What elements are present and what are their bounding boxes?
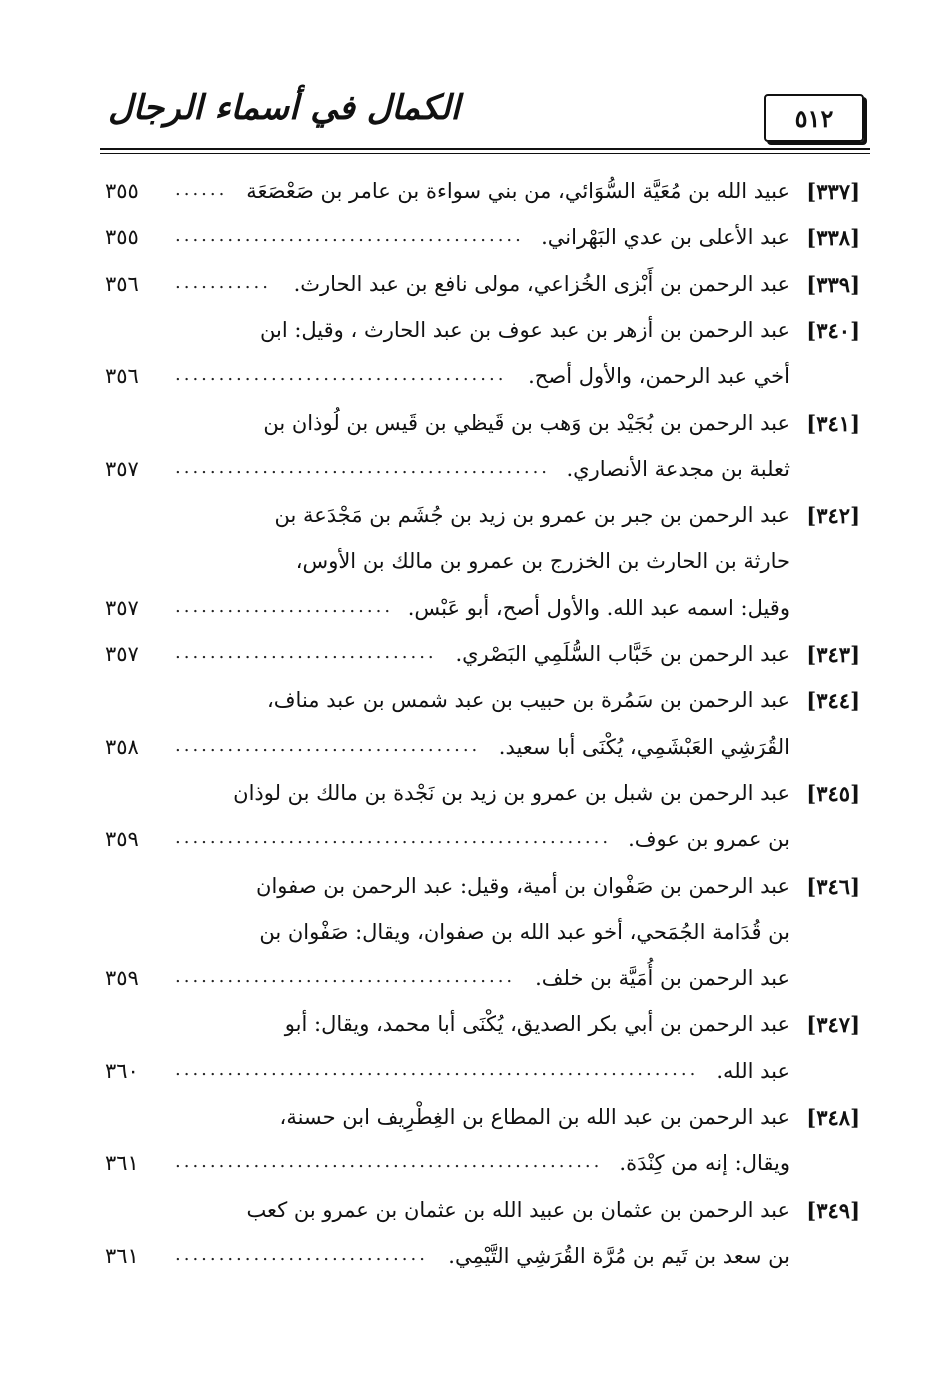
index-entry-line bbox=[0, 1147, 950, 1187]
entry-text: عبد الرحمن بن جبر بن عمرو بن زيد بن جُشَم بن مَجْدَعة بن bbox=[274, 503, 790, 528]
leader-dots: ........................................... bbox=[175, 456, 551, 478]
leader-dots: ............................. bbox=[175, 1243, 428, 1265]
entry-page-number: ٣٥٥ bbox=[105, 179, 139, 203]
index-entry-line bbox=[0, 777, 950, 817]
entry-text: عبد الرحمن بن بُجَيْد بن وَهب بن قَيظي بن قَيس بن لُوذان بن bbox=[263, 410, 790, 435]
index-entry-line bbox=[0, 360, 950, 400]
index-entry-line bbox=[0, 870, 950, 910]
entry-text: أخي عبد الرحمن، والأول أصح. bbox=[528, 364, 790, 389]
index-entry-line bbox=[0, 1101, 950, 1141]
leader-dots: .............................. bbox=[175, 642, 437, 663]
index-entry-line bbox=[0, 268, 950, 308]
entry-text: بن عمرو بن عوف. bbox=[628, 827, 790, 852]
entry-text: عبد الأعلى بن عدي البَهْراني. bbox=[541, 225, 790, 250]
index-entry-line bbox=[0, 1240, 950, 1280]
index-entry-line bbox=[0, 962, 950, 1002]
entry-number: [٣٣٧] bbox=[806, 179, 860, 204]
entry-page-number: ٣٥٦ bbox=[105, 364, 139, 389]
entry-number: [٣٣٨] bbox=[806, 225, 860, 251]
index-entry-line bbox=[0, 731, 950, 771]
entry-number: [٣٤٦] bbox=[806, 873, 860, 899]
entry-page-number: ٣٥٥ bbox=[105, 225, 139, 250]
entry-text: ثعلبة بن مجدعة الأنصاري. bbox=[566, 456, 790, 481]
running-header bbox=[100, 88, 870, 148]
leader-dots: ......................... bbox=[175, 595, 394, 617]
entry-number: [٣٤٥] bbox=[806, 780, 860, 806]
entry-text: عبد الرحمن بن شبل بن عمرو بن زيد بن نَجْدة بن مالك بن لوذان bbox=[233, 780, 790, 805]
header-rule-thin bbox=[100, 153, 870, 154]
entry-page-number: ٣٥٩ bbox=[105, 827, 139, 852]
page-number: ٥١٢ bbox=[794, 103, 834, 133]
entry-text: عبد الله. bbox=[716, 1058, 790, 1083]
index-entry-line bbox=[0, 545, 950, 585]
leader-dots: ............................................................ bbox=[175, 1058, 699, 1080]
index-entry-line bbox=[0, 684, 950, 724]
entry-text: ويقال: إنه من كِنْدَة. bbox=[619, 1151, 790, 1176]
page-number-box bbox=[764, 94, 864, 142]
entry-text: عبد الرحمن بن صَفْوان بن أمية، وقيل: عبد الرحمن بن صفوان bbox=[256, 873, 790, 898]
entry-text: عبد الرحمن بن أُمَيَّة بن خلف. bbox=[535, 966, 790, 991]
index-entry-line bbox=[0, 175, 950, 215]
index-entry-line bbox=[0, 823, 950, 863]
entry-text: بن سعد بن تَيم بن مُرَّة القُرَشِي التَّيْمِي. bbox=[448, 1243, 790, 1268]
leader-dots: ................................... bbox=[175, 734, 481, 756]
entry-text: حارثة بن الحارث بن الخزرج بن عمرو بن مالك بن الأوس، bbox=[295, 549, 790, 574]
entry-number: [٣٤٢] bbox=[806, 503, 860, 529]
entry-number: [٣٤٨] bbox=[806, 1105, 860, 1130]
entry-page-number: ٣٥٧ bbox=[105, 642, 139, 666]
index-entry-line bbox=[0, 407, 950, 447]
index-entry-line bbox=[0, 592, 950, 632]
entry-page-number: ٣٥٧ bbox=[105, 595, 139, 620]
leader-dots: ....................................... bbox=[175, 966, 516, 988]
book-title: الكمال في أسماء الرجال bbox=[108, 88, 460, 128]
entry-text: عبد الرحمن بن أزهر بن عبد عوف بن عبد الحارث ، وقيل: ابن bbox=[259, 317, 790, 342]
leader-dots: ...................................... bbox=[175, 364, 507, 386]
entry-text: وقيل: اسمه عبد الله. والأول أصح، أبو عَبْس. bbox=[407, 595, 790, 620]
entry-page-number: ٣٥٩ bbox=[105, 966, 139, 991]
leader-dots: ................................................. bbox=[175, 1151, 603, 1173]
entry-text: عبد الرحمن بن خَبَّاب السُّلَمِي البَصْري. bbox=[455, 642, 790, 666]
entry-text: عبد الرحمن بن عثمان بن عبيد الله بن عثمان بن عمرو بن كعب bbox=[246, 1197, 790, 1222]
entry-text: القُرَشِي العَبْشَمِي، يُكْنَى أبا سعيد. bbox=[498, 734, 790, 759]
header-rule bbox=[100, 148, 870, 150]
entry-text: عبيد الله بن مُعَيَّة السُّوَائي، من بني سواءة بن عامر بن صَعْصَعَة bbox=[246, 179, 790, 203]
entry-text: عبد الرحمن بن عبد الله بن المطاع بن الغِطْرِيف ابن حسنة، bbox=[279, 1105, 790, 1129]
entry-text: عبد الرحمن بن أَبْزى الخُزاعي، مولى نافع بن عبد الحارث. bbox=[293, 271, 790, 296]
index-entry-line bbox=[0, 221, 950, 261]
entry-page-number: ٣٥٨ bbox=[105, 734, 139, 759]
leader-dots: .................................................. bbox=[175, 827, 612, 849]
entry-number: [٣٤٧] bbox=[806, 1012, 860, 1038]
entry-text: بن قُدَامة الجُمَحي، أخو عبد الله بن صفوان، ويقال: صَفْوان بن bbox=[259, 919, 790, 944]
entry-page-number: ٣٦٠ bbox=[105, 1058, 139, 1083]
entry-number: [٣٤٣] bbox=[806, 642, 860, 667]
entry-page-number: ٣٥٦ bbox=[105, 271, 139, 296]
entry-number: [٣٤١] bbox=[806, 410, 860, 436]
entry-text: عبد الرحمن بن سَمُرة بن حبيب بن عبد شمس بن عبد مناف، bbox=[267, 688, 790, 713]
index-entry-line bbox=[0, 638, 950, 678]
entry-page-number: ٣٦١ bbox=[105, 1151, 139, 1176]
index-entry-line bbox=[0, 453, 950, 493]
index-entry-line bbox=[0, 499, 950, 539]
entry-text: عبد الرحمن بن أبي بكر الصديق، يُكْنَى أبا محمد، ويقال: أبو bbox=[284, 1012, 790, 1037]
index-entry-line bbox=[0, 916, 950, 956]
entry-number: [٣٤٤] bbox=[806, 688, 860, 714]
index-entry-line bbox=[0, 1055, 950, 1095]
index-entry-line bbox=[0, 314, 950, 354]
entry-number: [٣٤٠] bbox=[806, 317, 860, 343]
leader-dots: ........... bbox=[175, 271, 271, 293]
entry-number: [٣٤٩] bbox=[806, 1197, 860, 1223]
leader-dots: ...... bbox=[175, 179, 228, 200]
entry-page-number: ٣٦١ bbox=[105, 1243, 139, 1268]
index-entry-line bbox=[0, 1194, 950, 1234]
leader-dots: ........................................ bbox=[175, 225, 524, 247]
entry-page-number: ٣٥٧ bbox=[105, 456, 139, 481]
entry-number: [٣٣٩] bbox=[806, 271, 860, 297]
index-entry-line bbox=[0, 1008, 950, 1048]
